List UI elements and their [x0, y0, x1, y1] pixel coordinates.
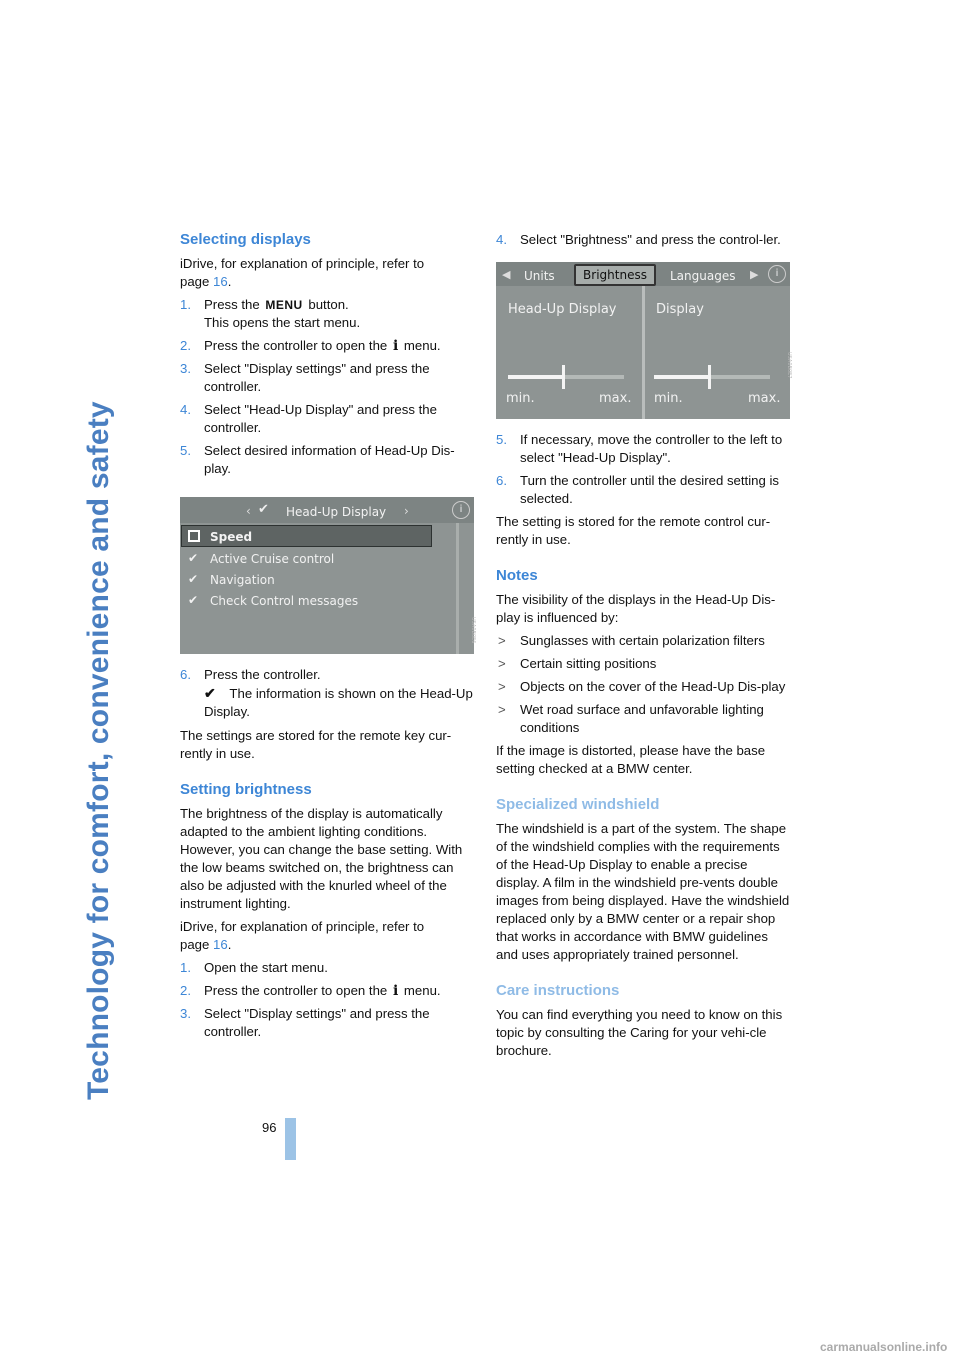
min-label: min.: [654, 391, 683, 406]
check-icon: ✔: [188, 551, 199, 565]
check-icon: ✔: [258, 502, 269, 517]
info-icon: i: [452, 501, 470, 519]
list-item: > Sunglasses with certain polarization filters: [498, 633, 765, 648]
left-column: [180, 231, 476, 1046]
step-item: 2. Press the controller to open the i menu.: [180, 338, 441, 354]
heading-notes: Notes: [496, 567, 538, 584]
step-item: 6. Press the controller. ✔ The information is shown on the Head-Up Display.: [180, 667, 473, 719]
hud-menu-screenshot: [180, 497, 474, 654]
page-link[interactable]: 16: [213, 274, 228, 289]
info-icon: i: [392, 338, 399, 354]
check-icon: ✔: [204, 685, 216, 701]
step-item: 4. Select "Brightness" and press the control-ler.: [496, 232, 781, 247]
intro-paragraph: iDrive, for explanation of principle, refer to page 16.: [180, 256, 425, 289]
brightness-paragraph: The brightness of the display is automatically adapted to the ambient lighting conditions. However, you can change the base setting. With the low beams switched on, the brightness can also be adjusted with the knurled wheel of the instrument lighting.: [180, 806, 463, 911]
tab-units: Units: [524, 269, 555, 283]
list-item-check-control: Check Control messages: [210, 594, 359, 608]
menu-button-icon: MENU: [265, 298, 303, 312]
stored-note: The setting is stored for the remote control cur-rently in use.: [496, 514, 771, 547]
list-item-speed: Speed: [210, 530, 253, 544]
heading-setting-brightness: Setting brightness: [180, 781, 312, 798]
tab-brightness: Brightness: [574, 264, 656, 286]
checkbox-icon: [188, 530, 200, 542]
windshield-paragraph: The windshield is a part of the system. The shape of the windshield complies with the requirements of the Head-Up Display to enable a precise display. A film in the windshield pre-vents double images from being displayed. Have the windshield replaced only by a BMW center or a repair shop that works in accordance with BMW guidelines and uses appropriately trained personnel.: [496, 821, 790, 962]
arrow-left-icon: ◀: [502, 268, 511, 281]
chevron-left-icon: ‹: [246, 504, 251, 518]
panel-head-up-display: Head-Up Display: [508, 302, 617, 317]
step-item: 3. Select "Display settings" and press the controller.: [180, 1006, 430, 1039]
list-item-active-cruise: Active Cruise control: [210, 552, 335, 566]
panel-display: Display: [656, 302, 704, 317]
distorted-paragraph: If the image is distorted, please have the base setting checked at a BMW center.: [496, 743, 766, 776]
step-item: 2. Press the controller to open the i menu.: [180, 983, 441, 999]
stored-note: The settings are stored for the remote key cur-rently in use.: [180, 728, 452, 761]
list-item: > Wet road surface and unfavorable lighting conditions: [498, 702, 764, 735]
min-label: min.: [506, 391, 535, 406]
page-number-bar: [285, 1118, 296, 1160]
step-item: 5. If necessary, move the controller to the left to select "Head-Up Display".: [496, 432, 783, 465]
page-number: 96: [262, 1120, 277, 1135]
heading-specialized-windshield: Specialized windshield: [496, 796, 660, 813]
list-item: > Objects on the cover of the Head-Up Dis-play: [498, 679, 786, 694]
step-item: 1. Open the start menu.: [180, 960, 328, 975]
page-link[interactable]: 16: [213, 937, 228, 952]
step-item: 6. Turn the controller until the desired setting is selected.: [496, 473, 779, 506]
max-label: max.: [748, 391, 781, 406]
slider-knob-hud: [562, 365, 565, 389]
slider-fill-hud: [508, 375, 563, 379]
step-item: 4. Select "Head-Up Display" and press the controller.: [180, 402, 437, 435]
step-item: 1. Press the MENU button. This opens the start menu.: [180, 297, 361, 330]
slider-track-hud: [508, 375, 624, 379]
slider-fill-display: [654, 375, 709, 379]
notes-paragraph: The visibility of the displays in the Head-Up Dis-play is influenced by:: [496, 592, 776, 625]
right-column: [496, 231, 792, 1065]
image-id: USA0B0E6: [470, 617, 476, 644]
max-label: max.: [599, 391, 632, 406]
care-paragraph: You can find everything you need to know on this topic by consulting the Caring for your vehi-cle brochure.: [496, 1007, 783, 1058]
brightness-screenshot: [496, 262, 790, 419]
chevron-right-icon: ›: [404, 504, 409, 518]
intro-paragraph-2: iDrive, for explanation of principle, refer to page 16.: [180, 919, 425, 952]
image-id: USA0B0E7: [786, 352, 792, 379]
panel-divider: [642, 286, 645, 419]
heading-care-instructions: Care instructions: [496, 982, 620, 999]
footer-watermark: carmanualsonline.info: [820, 1340, 948, 1354]
step-item: 5. Select desired information of Head-Up Dis-play.: [180, 443, 455, 476]
screen-title: Head-Up Display: [286, 505, 387, 519]
side-chapter-title: Technology for comfort, convenience and safety: [82, 401, 115, 1100]
slider-track-display: [654, 375, 770, 379]
slider-knob-display: [708, 365, 711, 389]
info-icon: i: [768, 265, 786, 283]
arrow-right-icon: ▶: [750, 268, 759, 281]
scrollbar: [456, 523, 459, 654]
heading-selecting-displays: Selecting displays: [180, 231, 311, 248]
tab-languages: Languages: [670, 269, 736, 283]
check-icon: ✔: [188, 572, 199, 586]
check-icon: ✔: [188, 593, 199, 607]
step-item: 3. Select "Display settings" and press the controller.: [180, 361, 430, 394]
list-item: > Certain sitting positions: [498, 656, 657, 671]
list-item-navigation: Navigation: [210, 573, 275, 587]
info-icon: i: [392, 983, 399, 999]
